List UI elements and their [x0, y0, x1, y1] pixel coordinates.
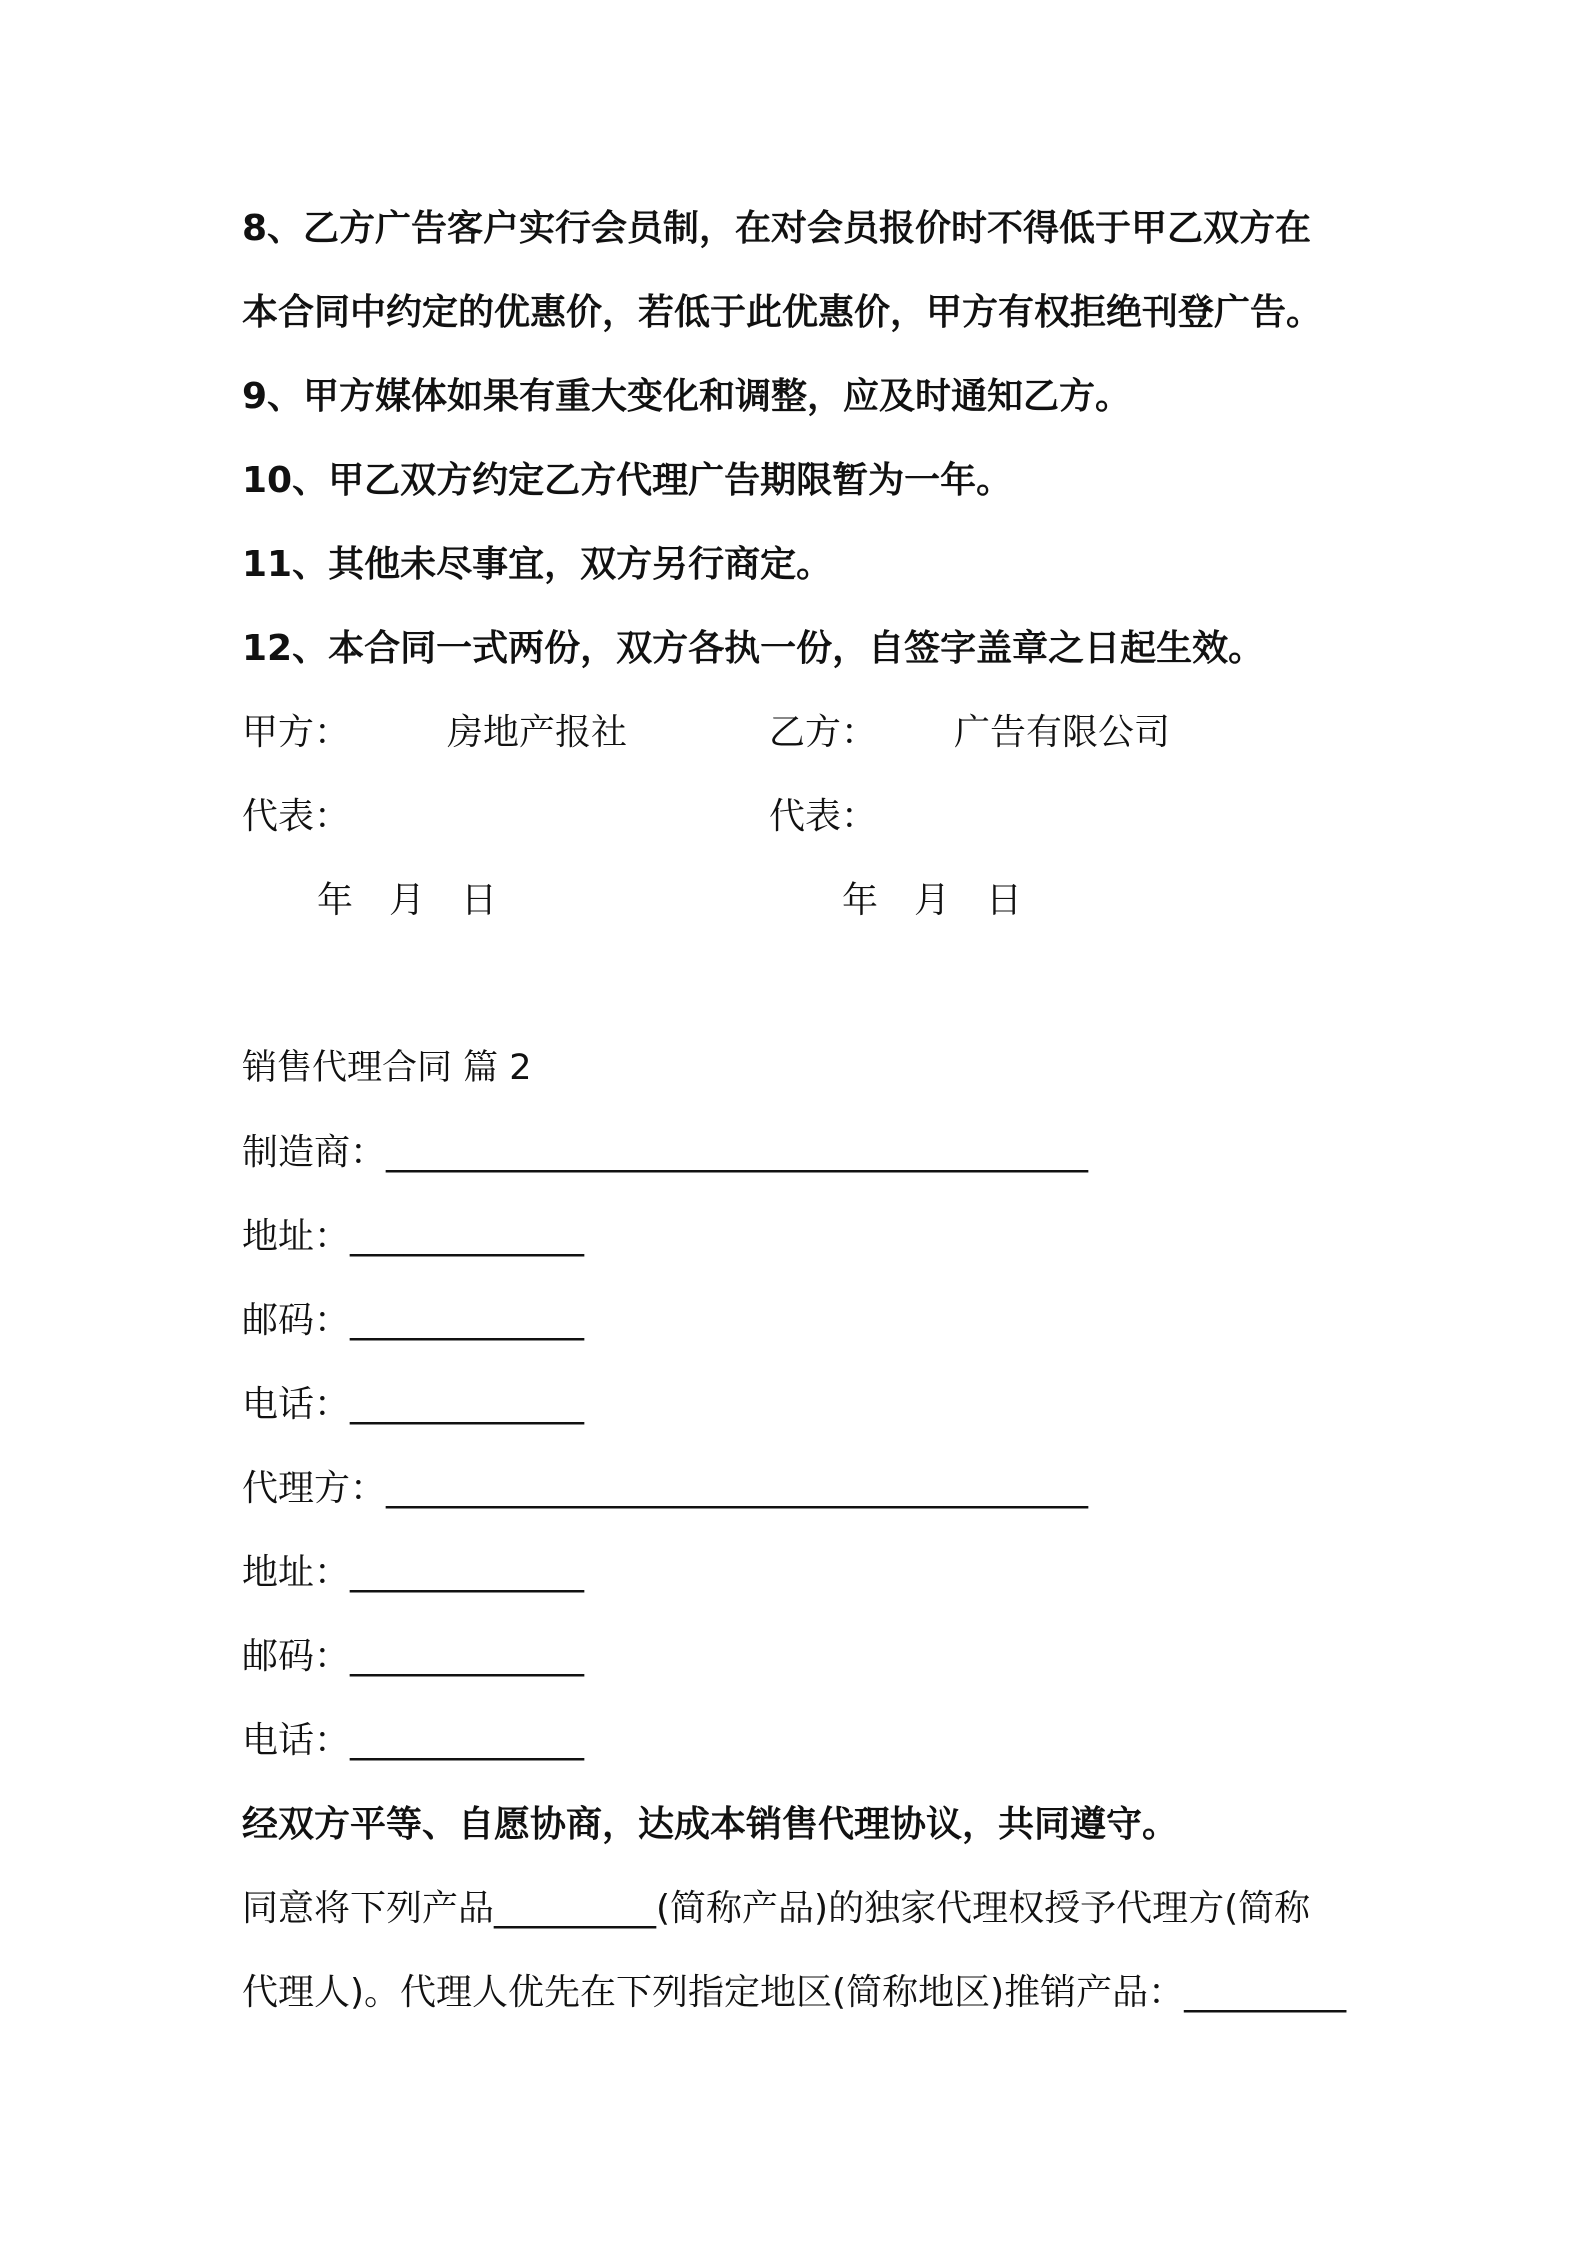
party-a-label: 甲方：	[242, 712, 351, 753]
grant-clause-line-1: 同意将下列产品_________(简称产品)的独家代理权授予代理方(简称	[242, 1888, 1311, 1929]
manufacturer-postcode-field: 邮码：_____________	[242, 1300, 585, 1341]
clause-8-line-1: 8、乙方广告客户实行会员制，在对会员报价时不得低于甲乙双方在	[242, 208, 1312, 249]
clause-12: 12、本合同一式两份，双方各执一份，自签字盖章之日起生效。	[242, 628, 1265, 669]
agent-postcode-field: 邮码：_____________	[242, 1636, 585, 1677]
clause-11: 11、其他未尽事宜，双方另行商定。	[242, 544, 833, 585]
clause-9: 9、甲方媒体如果有重大变化和调整，应及时通知乙方。	[242, 376, 1132, 417]
date-a: 年 月 日	[317, 880, 498, 921]
representative-b-label: 代表：	[769, 796, 878, 837]
representative-a-label: 代表：	[242, 796, 351, 837]
party-b-label: 乙方：	[769, 712, 878, 753]
agent-phone-field: 电话：_____________	[242, 1720, 585, 1761]
agent-address-field: 地址：_____________	[242, 1552, 585, 1593]
party-a-name: 房地产报社	[447, 712, 628, 753]
section-2-title: 销售代理合同 篇 2	[242, 1048, 532, 1088]
clause-8-line-2: 本合同中约定的优惠价，若低于此优惠价，甲方有权拒绝刊登广告。	[242, 292, 1323, 333]
party-b-name: 广告有限公司	[954, 712, 1171, 753]
agent-field: 代理方：_______________________________________	[242, 1468, 1089, 1509]
manufacturer-phone-field: 电话：_____________	[242, 1384, 585, 1425]
date-b: 年 月 日	[842, 880, 1023, 921]
manufacturer-field: 制造商：_______________________________________	[242, 1132, 1089, 1173]
agreement-statement: 经双方平等、自愿协商，达成本销售代理协议，共同遵守。	[242, 1804, 1179, 1845]
clause-10: 10、甲乙双方约定乙方代理广告期限暂为一年。	[242, 460, 1013, 501]
manufacturer-address-field: 地址：_____________	[242, 1216, 585, 1257]
grant-clause-line-2: 代理人)。代理人优先在下列指定地区(简称地区)推销产品：_________	[242, 1972, 1347, 2013]
